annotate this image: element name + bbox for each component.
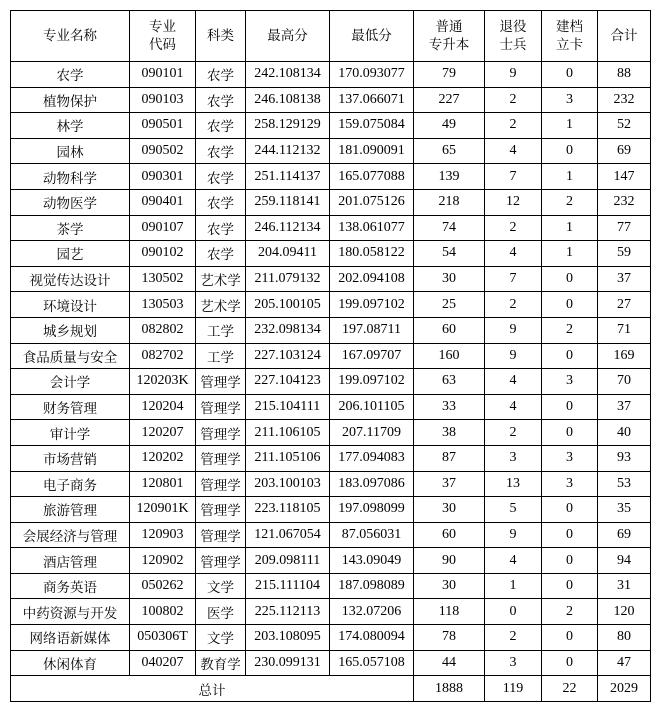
cell-category: 农学 — [196, 241, 246, 267]
cell-category: 文学 — [196, 573, 246, 599]
header-normal-line2: 专升本 — [428, 37, 470, 53]
cell-category: 管理学 — [196, 445, 246, 471]
cell-veteran: 7 — [485, 266, 542, 292]
cell-code: 120207 — [130, 420, 196, 446]
cell-total: 120 — [598, 599, 651, 625]
cell-veteran: 0 — [485, 599, 542, 625]
cell-code: 090107 — [130, 215, 196, 241]
cell-normal: 227 — [414, 87, 485, 113]
cell-normal: 218 — [414, 189, 485, 215]
cell-veteran: 4 — [485, 548, 542, 574]
cell-normal: 78 — [414, 625, 485, 651]
cell-card: 1 — [542, 215, 598, 241]
cell-max-score: 211.105106 — [246, 445, 330, 471]
cell-max-score: 246.112134 — [246, 215, 330, 241]
cell-total: 169 — [598, 343, 651, 369]
cell-total: 69 — [598, 522, 651, 548]
cell-card: 3 — [542, 87, 598, 113]
cell-total: 94 — [598, 548, 651, 574]
header-veteran-line1: 退役 — [499, 19, 527, 35]
table-row — [11, 420, 651, 446]
cell-category: 医学 — [196, 599, 246, 625]
cell-total: 147 — [598, 164, 651, 190]
header-code-line2: 代码 — [149, 37, 176, 53]
cell-category: 农学 — [196, 113, 246, 139]
cell-card: 0 — [542, 522, 598, 548]
table-row — [11, 445, 651, 471]
cell-card: 0 — [542, 138, 598, 164]
cell-max-score: 230.099131 — [246, 650, 330, 676]
cell-normal: 44 — [414, 650, 485, 676]
cell-max-score: 223.118105 — [246, 497, 330, 523]
cell-veteran: 7 — [485, 164, 542, 190]
cell-total: 31 — [598, 573, 651, 599]
cell-category: 管理学 — [196, 548, 246, 574]
cell-major: 林学 — [11, 113, 130, 139]
cell-card: 0 — [542, 650, 598, 676]
cell-veteran: 2 — [485, 292, 542, 318]
cell-code: 082702 — [130, 343, 196, 369]
cell-major: 城乡规划 — [11, 317, 130, 343]
cell-code: 100802 — [130, 599, 196, 625]
cell-min-score: 187.098089 — [330, 573, 414, 599]
cell-veteran: 5 — [485, 497, 542, 523]
cell-max-score: 205.100105 — [246, 292, 330, 318]
cell-major: 动物科学 — [11, 164, 130, 190]
cell-veteran: 2 — [485, 420, 542, 446]
cell-normal: 33 — [414, 394, 485, 420]
cell-normal: 49 — [414, 113, 485, 139]
header-card — [542, 11, 598, 62]
header-code — [130, 11, 196, 62]
cell-normal: 25 — [414, 292, 485, 318]
cell-major: 会计学 — [11, 369, 130, 395]
cell-total: 37 — [598, 266, 651, 292]
cell-normal: 30 — [414, 497, 485, 523]
cell-min-score: 199.097102 — [330, 292, 414, 318]
table-row — [11, 573, 651, 599]
cell-major: 会展经济与管理 — [11, 522, 130, 548]
cell-veteran: 9 — [485, 343, 542, 369]
cell-min-score: 202.094108 — [330, 266, 414, 292]
cell-min-score: 165.077088 — [330, 164, 414, 190]
table-row — [11, 471, 651, 497]
cell-max-score: 204.09411 — [246, 241, 330, 267]
cell-max-score: 244.112132 — [246, 138, 330, 164]
cell-category: 管理学 — [196, 497, 246, 523]
cell-normal: 139 — [414, 164, 485, 190]
cell-min-score: 159.075084 — [330, 113, 414, 139]
cell-card: 0 — [542, 62, 598, 88]
cell-max-score: 215.111104 — [246, 573, 330, 599]
cell-min-score: 167.09707 — [330, 343, 414, 369]
cell-category: 教育学 — [196, 650, 246, 676]
cell-normal: 54 — [414, 241, 485, 267]
table-row — [11, 87, 651, 113]
cell-category: 农学 — [196, 189, 246, 215]
cell-max-score: 225.112113 — [246, 599, 330, 625]
cell-min-score: 87.056031 — [330, 522, 414, 548]
header-normal-line1: 普通 — [435, 19, 463, 35]
cell-code: 120901K — [130, 497, 196, 523]
cell-code: 050306T — [130, 625, 196, 651]
cell-total: 77 — [598, 215, 651, 241]
cell-total: 35 — [598, 497, 651, 523]
cell-total: 88 — [598, 62, 651, 88]
cell-code: 082802 — [130, 317, 196, 343]
table-row — [11, 241, 651, 267]
summary-normal: 1888 — [414, 676, 485, 702]
cell-veteran: 1 — [485, 573, 542, 599]
table-row — [11, 394, 651, 420]
cell-category: 文学 — [196, 625, 246, 651]
cell-major: 茶学 — [11, 215, 130, 241]
cell-total: 69 — [598, 138, 651, 164]
header-veteran — [485, 11, 542, 62]
cell-card: 3 — [542, 445, 598, 471]
cell-card: 2 — [542, 599, 598, 625]
cell-min-score: 199.097102 — [330, 369, 414, 395]
cell-max-score: 203.108095 — [246, 625, 330, 651]
cell-category: 艺术学 — [196, 266, 246, 292]
summary-veteran: 119 — [485, 676, 542, 702]
cell-veteran: 2 — [485, 625, 542, 651]
cell-card: 1 — [542, 113, 598, 139]
table-row — [11, 266, 651, 292]
cell-card: 1 — [542, 164, 598, 190]
cell-total: 232 — [598, 189, 651, 215]
cell-card: 0 — [542, 548, 598, 574]
table-row — [11, 343, 651, 369]
cell-total: 80 — [598, 625, 651, 651]
cell-total: 40 — [598, 420, 651, 446]
cell-min-score: 207.11709 — [330, 420, 414, 446]
summary-total: 2029 — [598, 676, 651, 702]
cell-veteran: 2 — [485, 215, 542, 241]
header-total: 合计 — [598, 11, 651, 62]
cell-code: 090502 — [130, 138, 196, 164]
cell-major: 酒店管理 — [11, 548, 130, 574]
cell-normal: 60 — [414, 522, 485, 548]
cell-veteran: 4 — [485, 369, 542, 395]
cell-card: 2 — [542, 317, 598, 343]
cell-min-score: 174.080094 — [330, 625, 414, 651]
cell-min-score: 206.101105 — [330, 394, 414, 420]
table-row — [11, 599, 651, 625]
cell-min-score: 197.08711 — [330, 317, 414, 343]
header-veteran-line2: 士兵 — [499, 37, 527, 53]
cell-category: 工学 — [196, 343, 246, 369]
cell-normal: 30 — [414, 573, 485, 599]
cell-card: 1 — [542, 241, 598, 267]
table-row — [11, 113, 651, 139]
cell-card: 3 — [542, 471, 598, 497]
cell-major: 商务英语 — [11, 573, 130, 599]
cell-veteran: 12 — [485, 189, 542, 215]
cell-code: 090102 — [130, 241, 196, 267]
cell-veteran: 2 — [485, 87, 542, 113]
table-row — [11, 292, 651, 318]
cell-normal: 60 — [414, 317, 485, 343]
cell-major: 审计学 — [11, 420, 130, 446]
header-major: 专业名称 — [11, 11, 130, 62]
cell-total: 52 — [598, 113, 651, 139]
header-row — [11, 11, 651, 62]
cell-min-score: 165.057108 — [330, 650, 414, 676]
cell-max-score: 215.104111 — [246, 394, 330, 420]
cell-code: 090501 — [130, 113, 196, 139]
admission-score-table — [10, 10, 651, 702]
cell-normal: 38 — [414, 420, 485, 446]
cell-card: 0 — [542, 292, 598, 318]
table-row — [11, 62, 651, 88]
cell-max-score: 232.098134 — [246, 317, 330, 343]
cell-major: 园艺 — [11, 241, 130, 267]
cell-total: 47 — [598, 650, 651, 676]
cell-category: 管理学 — [196, 471, 246, 497]
cell-code: 090301 — [130, 164, 196, 190]
cell-total: 59 — [598, 241, 651, 267]
cell-min-score: 143.09049 — [330, 548, 414, 574]
cell-category: 农学 — [196, 62, 246, 88]
cell-card: 0 — [542, 625, 598, 651]
cell-veteran: 9 — [485, 317, 542, 343]
cell-normal: 65 — [414, 138, 485, 164]
cell-code: 120202 — [130, 445, 196, 471]
cell-category: 管理学 — [196, 522, 246, 548]
cell-max-score: 246.108138 — [246, 87, 330, 113]
cell-min-score: 138.061077 — [330, 215, 414, 241]
cell-code: 090401 — [130, 189, 196, 215]
table-row — [11, 215, 651, 241]
cell-card: 0 — [542, 266, 598, 292]
header-card-line2: 立卡 — [556, 37, 583, 53]
cell-major: 植物保护 — [11, 87, 130, 113]
cell-normal: 90 — [414, 548, 485, 574]
cell-normal: 30 — [414, 266, 485, 292]
cell-major: 动物医学 — [11, 189, 130, 215]
table-wrapper — [10, 10, 651, 702]
cell-category: 管理学 — [196, 369, 246, 395]
cell-card: 0 — [542, 497, 598, 523]
cell-total: 70 — [598, 369, 651, 395]
cell-veteran: 3 — [485, 650, 542, 676]
cell-category: 工学 — [196, 317, 246, 343]
cell-veteran: 4 — [485, 394, 542, 420]
summary-card: 22 — [542, 676, 598, 702]
table-row — [11, 625, 651, 651]
cell-max-score: 121.067054 — [246, 522, 330, 548]
cell-normal: 118 — [414, 599, 485, 625]
cell-normal: 79 — [414, 62, 485, 88]
cell-max-score: 259.118141 — [246, 189, 330, 215]
cell-code: 120903 — [130, 522, 196, 548]
header-normal — [414, 11, 485, 62]
cell-max-score: 251.114137 — [246, 164, 330, 190]
cell-card: 0 — [542, 420, 598, 446]
cell-major: 中药资源与开发 — [11, 599, 130, 625]
header-max-score: 最高分 — [246, 11, 330, 62]
header-code-line1: 专业 — [149, 19, 176, 35]
cell-category: 农学 — [196, 87, 246, 113]
cell-total: 53 — [598, 471, 651, 497]
cell-code: 120203K — [130, 369, 196, 395]
table-row — [11, 650, 651, 676]
table-row — [11, 138, 651, 164]
table-row — [11, 497, 651, 523]
cell-major: 市场营销 — [11, 445, 130, 471]
cell-total: 37 — [598, 394, 651, 420]
cell-normal: 63 — [414, 369, 485, 395]
cell-category: 艺术学 — [196, 292, 246, 318]
cell-total: 232 — [598, 87, 651, 113]
cell-max-score: 211.106105 — [246, 420, 330, 446]
cell-normal: 74 — [414, 215, 485, 241]
table-row — [11, 548, 651, 574]
cell-major: 视觉传达设计 — [11, 266, 130, 292]
cell-major: 网络语新媒体 — [11, 625, 130, 651]
cell-normal: 160 — [414, 343, 485, 369]
cell-veteran: 4 — [485, 138, 542, 164]
cell-major: 电子商务 — [11, 471, 130, 497]
cell-veteran: 9 — [485, 522, 542, 548]
cell-max-score: 227.104123 — [246, 369, 330, 395]
cell-veteran: 2 — [485, 113, 542, 139]
cell-total: 93 — [598, 445, 651, 471]
cell-code: 090103 — [130, 87, 196, 113]
cell-min-score: 180.058122 — [330, 241, 414, 267]
cell-category: 农学 — [196, 164, 246, 190]
table-body — [11, 62, 651, 676]
cell-major: 旅游管理 — [11, 497, 130, 523]
cell-code: 120801 — [130, 471, 196, 497]
cell-major: 财务管理 — [11, 394, 130, 420]
cell-code: 040207 — [130, 650, 196, 676]
cell-card: 2 — [542, 189, 598, 215]
header-min-score: 最低分 — [330, 11, 414, 62]
cell-card: 0 — [542, 343, 598, 369]
cell-code: 090101 — [130, 62, 196, 88]
cell-total: 27 — [598, 292, 651, 318]
cell-code: 130502 — [130, 266, 196, 292]
table-row — [11, 189, 651, 215]
table-row — [11, 522, 651, 548]
cell-min-score: 137.066071 — [330, 87, 414, 113]
cell-min-score: 197.098099 — [330, 497, 414, 523]
cell-max-score: 203.100103 — [246, 471, 330, 497]
cell-min-score: 170.093077 — [330, 62, 414, 88]
cell-category: 农学 — [196, 215, 246, 241]
cell-veteran: 3 — [485, 445, 542, 471]
cell-max-score: 242.108134 — [246, 62, 330, 88]
cell-veteran: 9 — [485, 62, 542, 88]
header-card-line1: 建档 — [556, 19, 583, 35]
cell-major: 环境设计 — [11, 292, 130, 318]
cell-major: 农学 — [11, 62, 130, 88]
cell-min-score: 183.097086 — [330, 471, 414, 497]
cell-total: 71 — [598, 317, 651, 343]
cell-normal: 87 — [414, 445, 485, 471]
table-row — [11, 317, 651, 343]
cell-max-score: 209.098111 — [246, 548, 330, 574]
cell-code: 130503 — [130, 292, 196, 318]
cell-card: 0 — [542, 394, 598, 420]
cell-max-score: 211.079132 — [246, 266, 330, 292]
cell-code: 120902 — [130, 548, 196, 574]
cell-major: 园林 — [11, 138, 130, 164]
cell-max-score: 258.129129 — [246, 113, 330, 139]
summary-row — [11, 676, 651, 702]
cell-min-score: 177.094083 — [330, 445, 414, 471]
cell-max-score: 227.103124 — [246, 343, 330, 369]
cell-code: 120204 — [130, 394, 196, 420]
cell-veteran: 13 — [485, 471, 542, 497]
cell-card: 0 — [542, 573, 598, 599]
cell-category: 管理学 — [196, 394, 246, 420]
cell-normal: 37 — [414, 471, 485, 497]
cell-min-score: 132.07206 — [330, 599, 414, 625]
cell-min-score: 201.075126 — [330, 189, 414, 215]
table-row — [11, 369, 651, 395]
cell-card: 3 — [542, 369, 598, 395]
cell-code: 050262 — [130, 573, 196, 599]
cell-major: 食品质量与安全 — [11, 343, 130, 369]
cell-category: 农学 — [196, 138, 246, 164]
table-row — [11, 164, 651, 190]
cell-min-score: 181.090091 — [330, 138, 414, 164]
cell-veteran: 4 — [485, 241, 542, 267]
header-category: 科类 — [196, 11, 246, 62]
summary-label: 总计 — [11, 676, 414, 702]
cell-category: 管理学 — [196, 420, 246, 446]
cell-major: 休闲体育 — [11, 650, 130, 676]
